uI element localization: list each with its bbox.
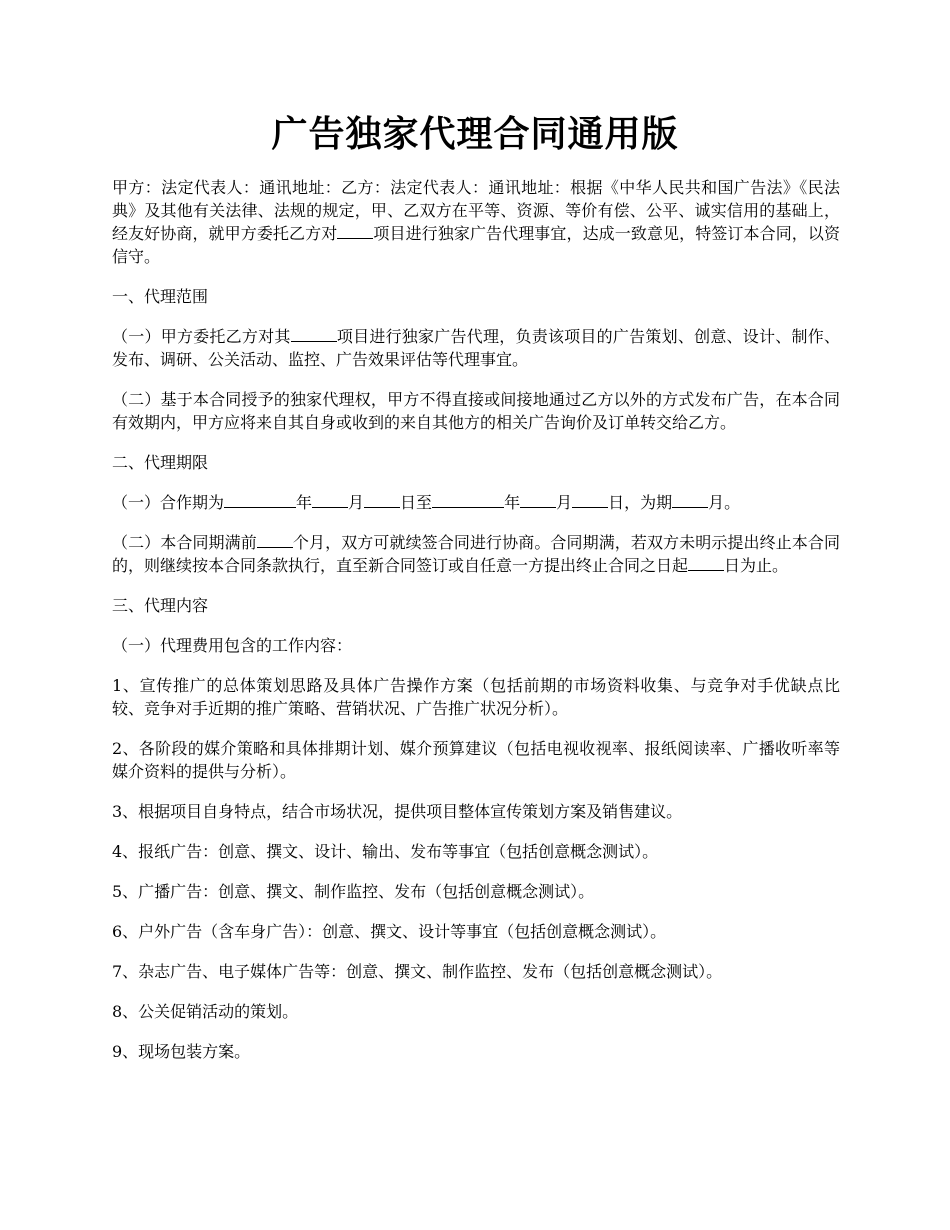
scope-clause-1: [112, 325, 840, 371]
duration-blank: [672, 492, 708, 508]
preamble-text: 甲方：法定代表人：通讯地址：乙方：法定代表人：通讯地址：根据《中华人民共和国广告法》《民法典》及其他有关法律、法规的规定，甲、乙双方在平等、资源、等价有偿、公平、诚实信用的基础上，经友好协商，就甲方委托乙方对: [112, 178, 840, 243]
list-item: 6、户外广告（含车身广告）：创意、撰文、设计等事宜（包括创意概念测试）。: [112, 922, 667, 941]
preamble-paragraph: [112, 176, 840, 268]
month-label: 月: [348, 493, 365, 512]
end-day-blank: [572, 492, 608, 508]
list-item: 3、根据项目自身特点，结合市场状况，提供项目整体宣传策划方案及销售建议。: [112, 802, 683, 821]
list-item: 9、现场包装方案。: [112, 1042, 251, 1061]
list-item: 8、公关促销活动的策划。: [112, 1002, 299, 1021]
list-item: 2、各阶段的媒介策略和具体排期计划、媒介预算建议（包括电视收视率、报纸阅读率、广播收听率等媒介资料的提供与分析）。: [112, 739, 840, 781]
list-item: 1、宣传推广的总体策划思路及具体广告操作方案（包括前期的市场资料收集、与竞争对手优缺点比较、竞争对手近期的推广策略、营销状况、广告推广状况分析）。: [112, 676, 840, 718]
start-day-blank: [364, 492, 400, 508]
clause-text-end: 项目进行独家广告代理，负责该项目的广告策划、创意、设计、制作、发布、调研、公关活动、监控、广告效果评估等代理事宜。: [112, 327, 840, 369]
section-heading-term: 二、代理期限: [112, 453, 209, 472]
list-item: 4、报纸广告：创意、撰文、设计、输出、发布等事宜（包括创意概念测试）。: [112, 842, 659, 861]
list-item: 7、杂志广告、电子媒体广告等：创意、撰文、制作监控、发布（包括创意概念测试）。: [112, 962, 723, 981]
clause-text: （二）本合同期满前: [112, 533, 257, 552]
term-clause-2: [112, 531, 840, 577]
start-year-blank: [224, 492, 296, 508]
document-title: 广告独家代理合同通用版: [271, 113, 679, 155]
month-end-label: 月。: [708, 493, 741, 512]
year-label: 年: [296, 493, 313, 512]
clause-text-mid: 个月，双方可就续签合同进行协商。合同期满，若双方未明示提出终止本合同的，则继续按本合同条款执行，直至新合同签订或自任意一方提出终止合同之日起: [112, 533, 840, 575]
section-heading-content: 三、代理内容: [112, 596, 209, 615]
clause-text: （一）甲方委托乙方对其: [112, 327, 291, 346]
end-month-blank: [520, 492, 556, 508]
document-body: [112, 176, 840, 1080]
scope-clause-2: （二）基于本合同授予的独家代理权，甲方不得直接或间接地通过乙方以外的方式发布广告，在本合同有效期内，甲方应将来自其自身或收到的来自其他方的相关广告询价及订单转交给乙方。: [112, 390, 840, 432]
clause-text-end: 日为止。: [724, 556, 789, 575]
clause-text: （一）合作期为: [112, 493, 225, 512]
end-year-blank: [432, 492, 504, 508]
list-item: 5、广播广告：创意、撰文、制作监控、发布（包括创意概念测试）。: [112, 882, 595, 901]
term-clause-1: [112, 491, 840, 514]
project-blank: [291, 326, 337, 342]
start-month-blank: [312, 492, 348, 508]
preamble-text-end: 项目进行独家广告代理事宜，达成一致意见，特签订本合同，以资信守。: [112, 224, 840, 266]
months-before-blank: [257, 532, 293, 548]
section-heading-scope: 一、代理范围: [112, 287, 209, 306]
days-blank: [688, 555, 724, 571]
month-label: 月: [556, 493, 573, 512]
duration-label: 日，为期: [608, 493, 673, 512]
day-to-label: 日至: [400, 493, 433, 512]
content-subheading: （一）代理费用包含的工作内容：: [112, 636, 353, 655]
project-name-blank: [337, 223, 373, 239]
year-label: 年: [504, 493, 521, 512]
